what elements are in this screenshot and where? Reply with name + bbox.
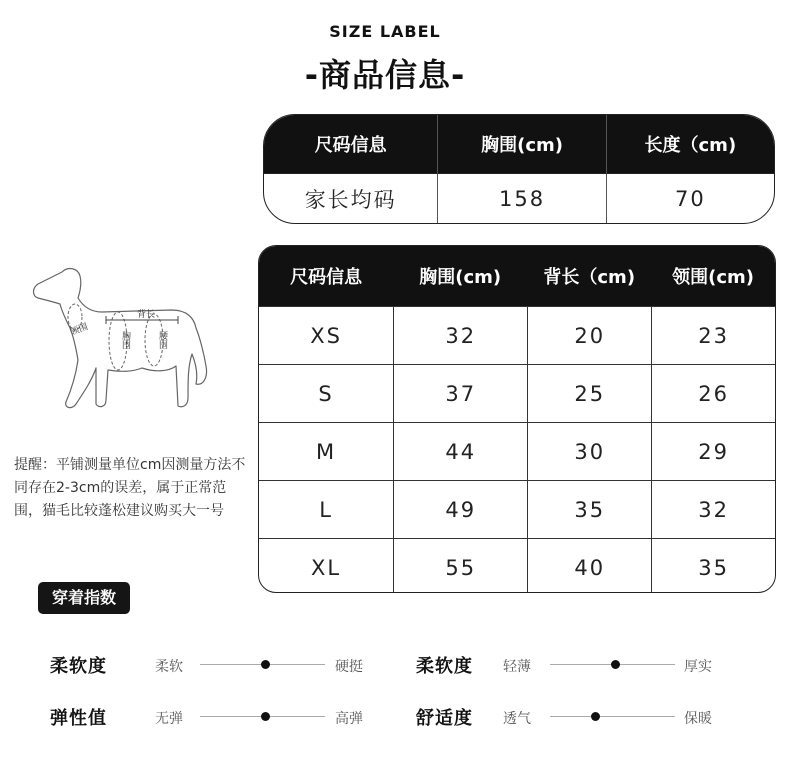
index-right-text: 厚实 <box>684 659 712 675</box>
table-cell: 25 <box>527 364 651 422</box>
table-header-cell: 尺码信息 <box>259 246 393 306</box>
table-cell: XL <box>259 538 393 593</box>
dog-measurement-diagram <box>22 262 232 422</box>
table-row <box>259 480 775 538</box>
table-cell: 35 <box>527 480 651 538</box>
table-cell: 40 <box>527 538 651 593</box>
index-right-text: 保暖 <box>684 711 712 727</box>
index-label: 柔软度 <box>50 656 107 677</box>
index-level-dot <box>261 660 270 669</box>
page-title: -商品信息- <box>304 56 466 94</box>
table-cell: 35 <box>651 538 775 593</box>
index-level-dot <box>261 712 270 721</box>
table-cell: 30 <box>527 422 651 480</box>
index-label: 舒适度 <box>416 708 473 729</box>
wear-index-title: 穿着指数 <box>38 582 130 614</box>
parent-size-table <box>263 114 775 224</box>
chest-label: 胸围 <box>120 331 130 349</box>
index-left-text: 无弹 <box>155 711 183 727</box>
table-cell: 家长均码 <box>264 173 437 223</box>
index-right-text: 高弹 <box>335 711 363 727</box>
neck-label: 领围 <box>69 322 90 338</box>
index-label: 弹性值 <box>50 708 107 729</box>
index-left-text: 轻薄 <box>503 659 531 675</box>
waist-label: 腰围 <box>157 331 167 349</box>
table-cell: 70 <box>606 173 774 223</box>
index-right-text: 硬挺 <box>335 659 363 675</box>
table-row <box>259 306 775 364</box>
table-header-cell: 长度（cm) <box>606 115 774 173</box>
table-row <box>259 364 775 422</box>
table-header-row <box>264 115 774 173</box>
table-cell: 29 <box>651 422 775 480</box>
table-row <box>259 422 775 480</box>
index-left-text: 透气 <box>503 711 531 727</box>
table-header-cell: 尺码信息 <box>264 115 437 173</box>
table-cell: 49 <box>393 480 527 538</box>
table-cell: S <box>259 364 393 422</box>
size-label-subtitle: SIZE LABEL <box>329 22 441 41</box>
index-level-dot <box>611 660 620 669</box>
table-header-row <box>259 246 775 306</box>
back-length-label: 背长 <box>136 310 156 320</box>
table-cell: M <box>259 422 393 480</box>
table-row <box>259 538 775 593</box>
index-left-text: 柔软 <box>155 659 183 675</box>
table-cell: 32 <box>393 306 527 364</box>
table-row <box>264 173 774 223</box>
table-header-cell: 胸围(cm) <box>437 115 605 173</box>
table-cell: 32 <box>651 480 775 538</box>
table-cell: 158 <box>437 173 605 223</box>
pet-size-table <box>258 245 776 593</box>
table-cell: 23 <box>651 306 775 364</box>
table-header-cell: 胸围(cm) <box>393 246 527 306</box>
table-cell: L <box>259 480 393 538</box>
index-scale-line <box>550 716 675 717</box>
table-header-cell: 背长（cm) <box>527 246 651 306</box>
index-label: 柔软度 <box>416 656 473 677</box>
table-cell: 37 <box>393 364 527 422</box>
measurement-note: 提醒：平铺测量单位cm因测量方法不同存在2-3cm的误差，属于正常范围，猫毛比较蓬松建议购买大一号 <box>14 457 246 519</box>
table-cell: 20 <box>527 306 651 364</box>
table-cell: XS <box>259 306 393 364</box>
table-header-cell: 领围(cm) <box>651 246 775 306</box>
index-level-dot <box>591 712 600 721</box>
table-cell: 44 <box>393 422 527 480</box>
table-cell: 26 <box>651 364 775 422</box>
table-cell: 55 <box>393 538 527 593</box>
